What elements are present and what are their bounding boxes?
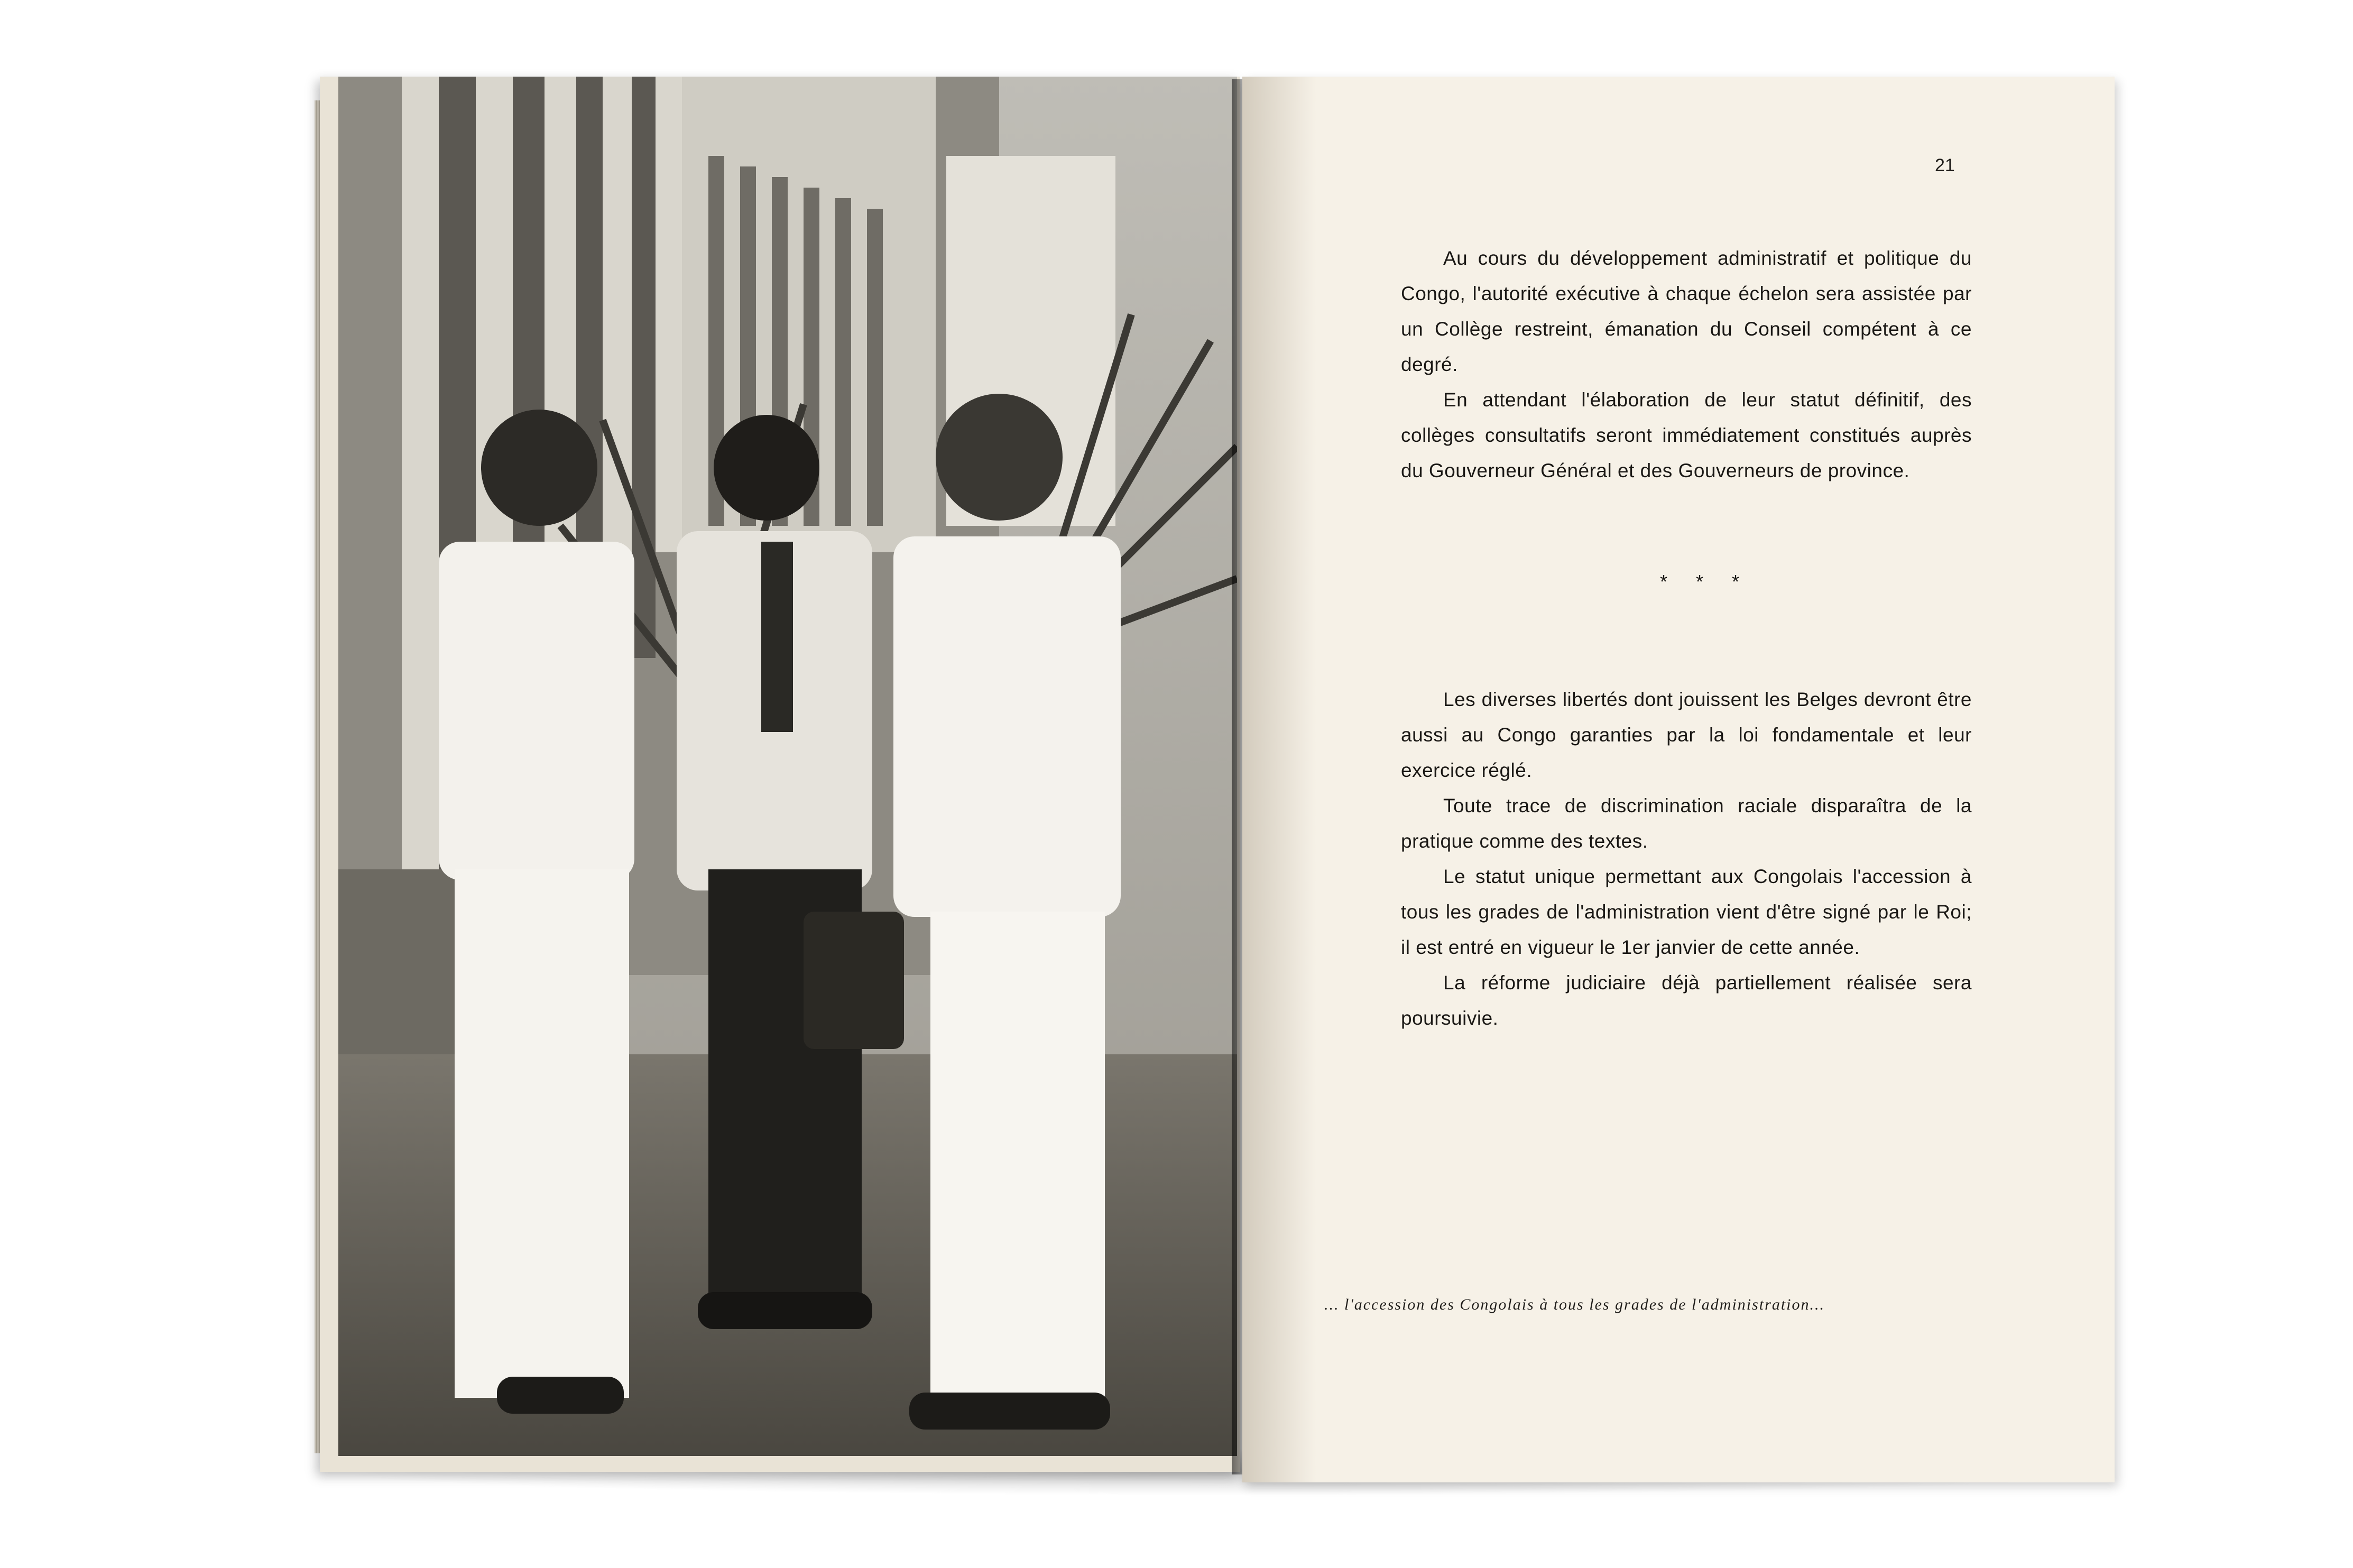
text-block-two (1401, 682, 1972, 1036)
paragraph: Les diverses libertés dont jouissent les Belges devront être aussi au Congo garanties par la loi fondamentale et leur exercice réglé. (1401, 689, 1972, 781)
section-separator: * * * (1660, 571, 1751, 592)
paragraph: Le statut unique permettant aux Congolais l'accession à tous les grades de l'administration vient d'être signé par le Roi; il est entré en vigueur le 1er janvier de cette année. (1401, 866, 1972, 958)
black-and-white-photograph (338, 77, 1237, 1456)
paragraph: Toute trace de discrimination raciale disparaîtra de la pratique comme des textes. (1401, 795, 1972, 852)
paragraph: En attendant l'élaboration de leur statut définitif, des collèges consultatifs seront immédiatement constitués auprès du Gouverneur Général et des Gouverneurs de province. (1401, 389, 1972, 481)
paragraph: La réforme judiciaire déjà partiellement réalisée sera poursuivie. (1401, 972, 1972, 1029)
paragraph: Au cours du développement administratif et politique du Congo, l'autorité exécutive à chaque échelon sera assistée par un Collège restreint, émanation du Conseil compétent à ce degré. (1401, 247, 1972, 375)
page-number: 21 (1935, 155, 1955, 175)
text-block-one (1401, 240, 1972, 488)
photo-caption: ... l'accession des Congolais à tous les grades de l'administration... (1324, 1296, 1825, 1313)
